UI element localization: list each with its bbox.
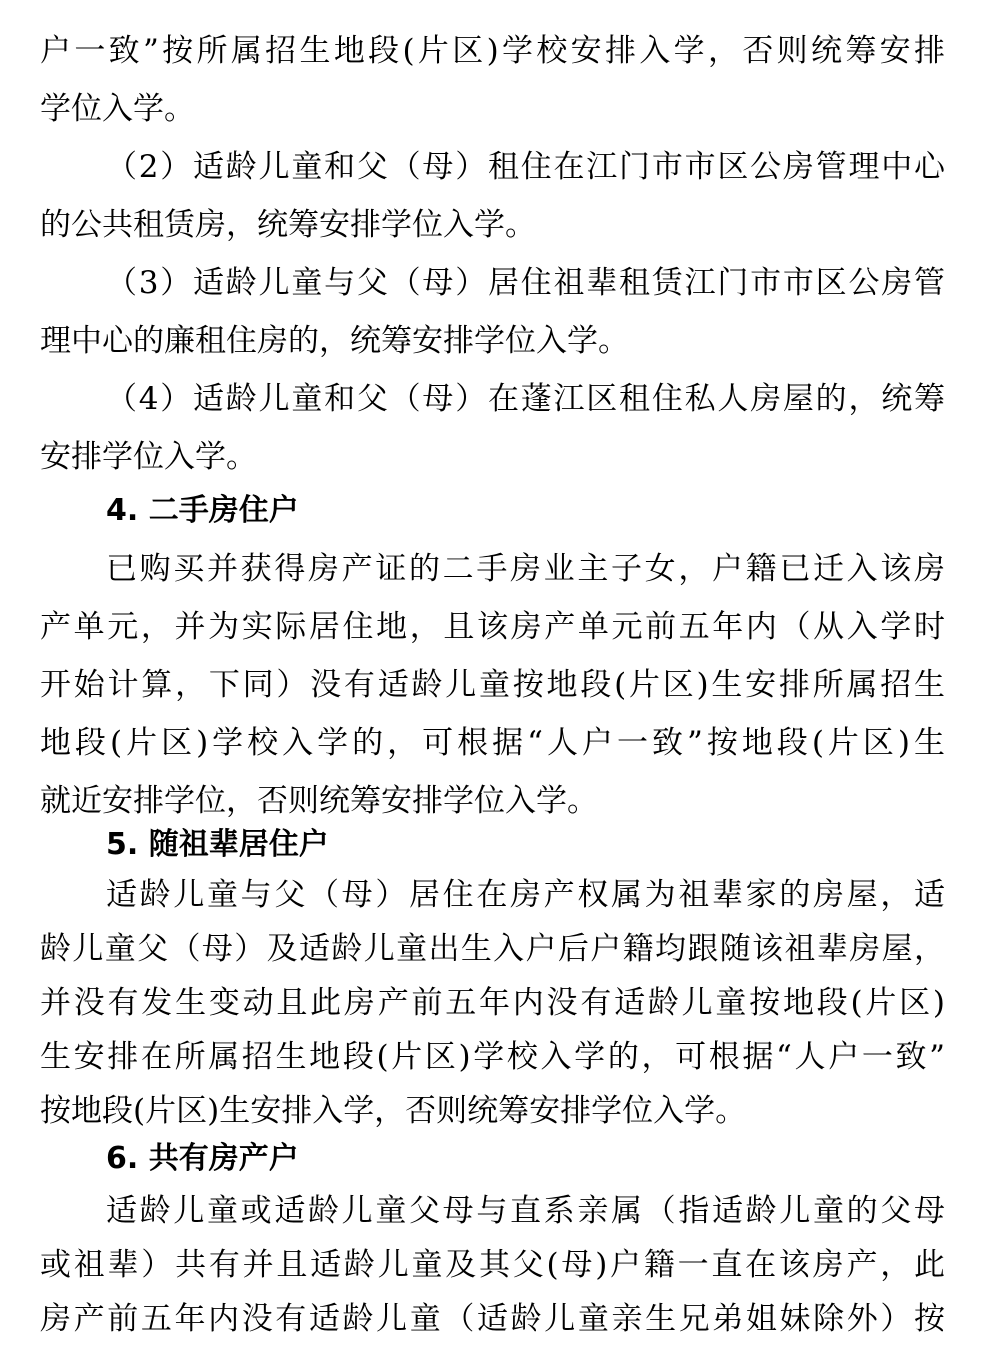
paragraph-line: 房产前五年内没有适龄儿童（适龄儿童亲生兄弟姐妹除外）按 <box>40 1301 945 1337</box>
paragraph-line: 学位入学。 <box>40 91 195 127</box>
list-item-line: （3）适龄儿童与父（母）居住祖辈租赁江门市市区公房管 <box>106 265 945 301</box>
paragraph-line: 适龄儿童与父（母）居住在房产权属为祖辈家的房屋，适 <box>106 877 945 913</box>
list-item-line: （4）适龄儿童和父（母）在蓬江区租住私人房屋的，统筹 <box>106 381 945 417</box>
list-item-line: （2）适龄儿童和父（母）租住在江门市市区公房管理中心 <box>106 149 945 185</box>
paragraph-line: 地段(片区)学校入学的，可根据“人户一致”按地段(片区)生 <box>40 725 945 761</box>
paragraph-line: 安排学位入学。 <box>40 439 257 475</box>
paragraph-line: 就近安排学位，否则统筹安排学位入学。 <box>40 783 598 819</box>
paragraph-line: 适龄儿童或适龄儿童父母与直系亲属（指适龄儿童的父母 <box>106 1193 945 1229</box>
paragraph-line: 并没有发生变动且此房产前五年内没有适龄儿童按地段(片区) <box>40 985 945 1021</box>
paragraph-line: 龄儿童父（母）及适龄儿童出生入户后户籍均跟随该祖辈房屋， <box>40 931 945 967</box>
paragraph-line: 已购买并获得房产证的二手房业主子女，户籍已迁入该房 <box>106 551 945 587</box>
section-heading: 5. 随祖辈居住户 <box>106 827 329 862</box>
paragraph-line: 理中心的廉租住房的，统筹安排学位入学。 <box>40 323 629 359</box>
paragraph-line: 或祖辈）共有并且适龄儿童及其父(母)户籍一直在该房产，此 <box>40 1247 945 1283</box>
paragraph-line: 生安排在所属招生地段(片区)学校入学的，可根据“人户一致” <box>40 1039 945 1075</box>
paragraph-line: 开始计算，下同）没有适龄儿童按地段(片区)生安排所属招生 <box>40 667 945 703</box>
paragraph-line: 按地段(片区)生安排入学，否则统筹安排学位入学。 <box>40 1093 747 1129</box>
section-heading: 6. 共有房产户 <box>106 1141 299 1176</box>
paragraph-line: 的公共租赁房，统筹安排学位入学。 <box>40 207 536 243</box>
paragraph-line: 产单元，并为实际居住地，且该房产单元前五年内（从入学时 <box>40 609 945 645</box>
paragraph-line: 户一致”按所属招生地段(片区)学校安排入学，否则统筹安排 <box>40 33 945 69</box>
section-heading: 4. 二手房住户 <box>106 493 299 528</box>
